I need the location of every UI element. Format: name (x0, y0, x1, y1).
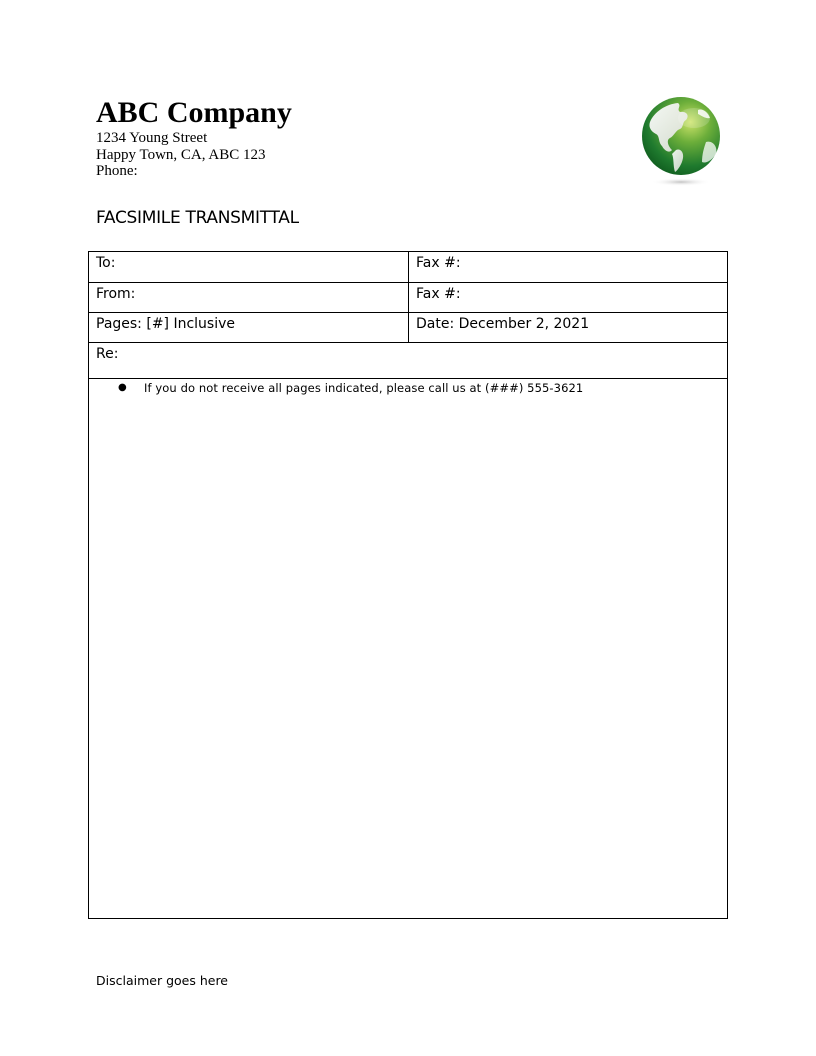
company-name: ABC Company (96, 96, 292, 129)
from-label: From: (96, 286, 136, 302)
globe-icon (636, 92, 726, 188)
fax-form-table (88, 251, 728, 919)
bullet-icon: ● (118, 382, 127, 393)
form-row-from (89, 283, 727, 313)
form-row-pages-date (89, 313, 727, 343)
from-fax-label: Fax #: (416, 286, 461, 302)
to-label: To: (96, 255, 116, 271)
company-address (96, 130, 266, 180)
phone-label: Phone: (96, 163, 138, 179)
from-field[interactable] (89, 283, 409, 312)
pages-field[interactable] (89, 313, 409, 342)
message-body[interactable] (89, 379, 727, 918)
date-label: Date: (416, 316, 455, 332)
re-field[interactable] (89, 343, 727, 378)
pages-label: Pages: [#] (96, 316, 170, 332)
form-row-re (89, 343, 727, 379)
address-line-2: Happy Town, CA, ABC 123 (96, 146, 266, 163)
date-value: December 2, 2021 (458, 316, 590, 332)
to-fax-field[interactable] (409, 252, 727, 282)
document-title: FACSIMILE TRANSMITTAL (96, 208, 299, 228)
pages-value: Inclusive (173, 316, 236, 332)
note-text: If you do not receive all pages indicated, please call us at (###) 555-3621 (144, 381, 584, 395)
re-label: Re: (96, 346, 119, 362)
to-fax-label: Fax #: (416, 255, 461, 271)
to-field[interactable] (89, 252, 409, 282)
address-line-1: 1234 Young Street (96, 130, 208, 146)
disclaimer: Disclaimer goes here (96, 973, 228, 988)
from-fax-field[interactable] (409, 283, 727, 312)
date-field[interactable] (409, 313, 727, 342)
form-row-to (89, 252, 727, 283)
